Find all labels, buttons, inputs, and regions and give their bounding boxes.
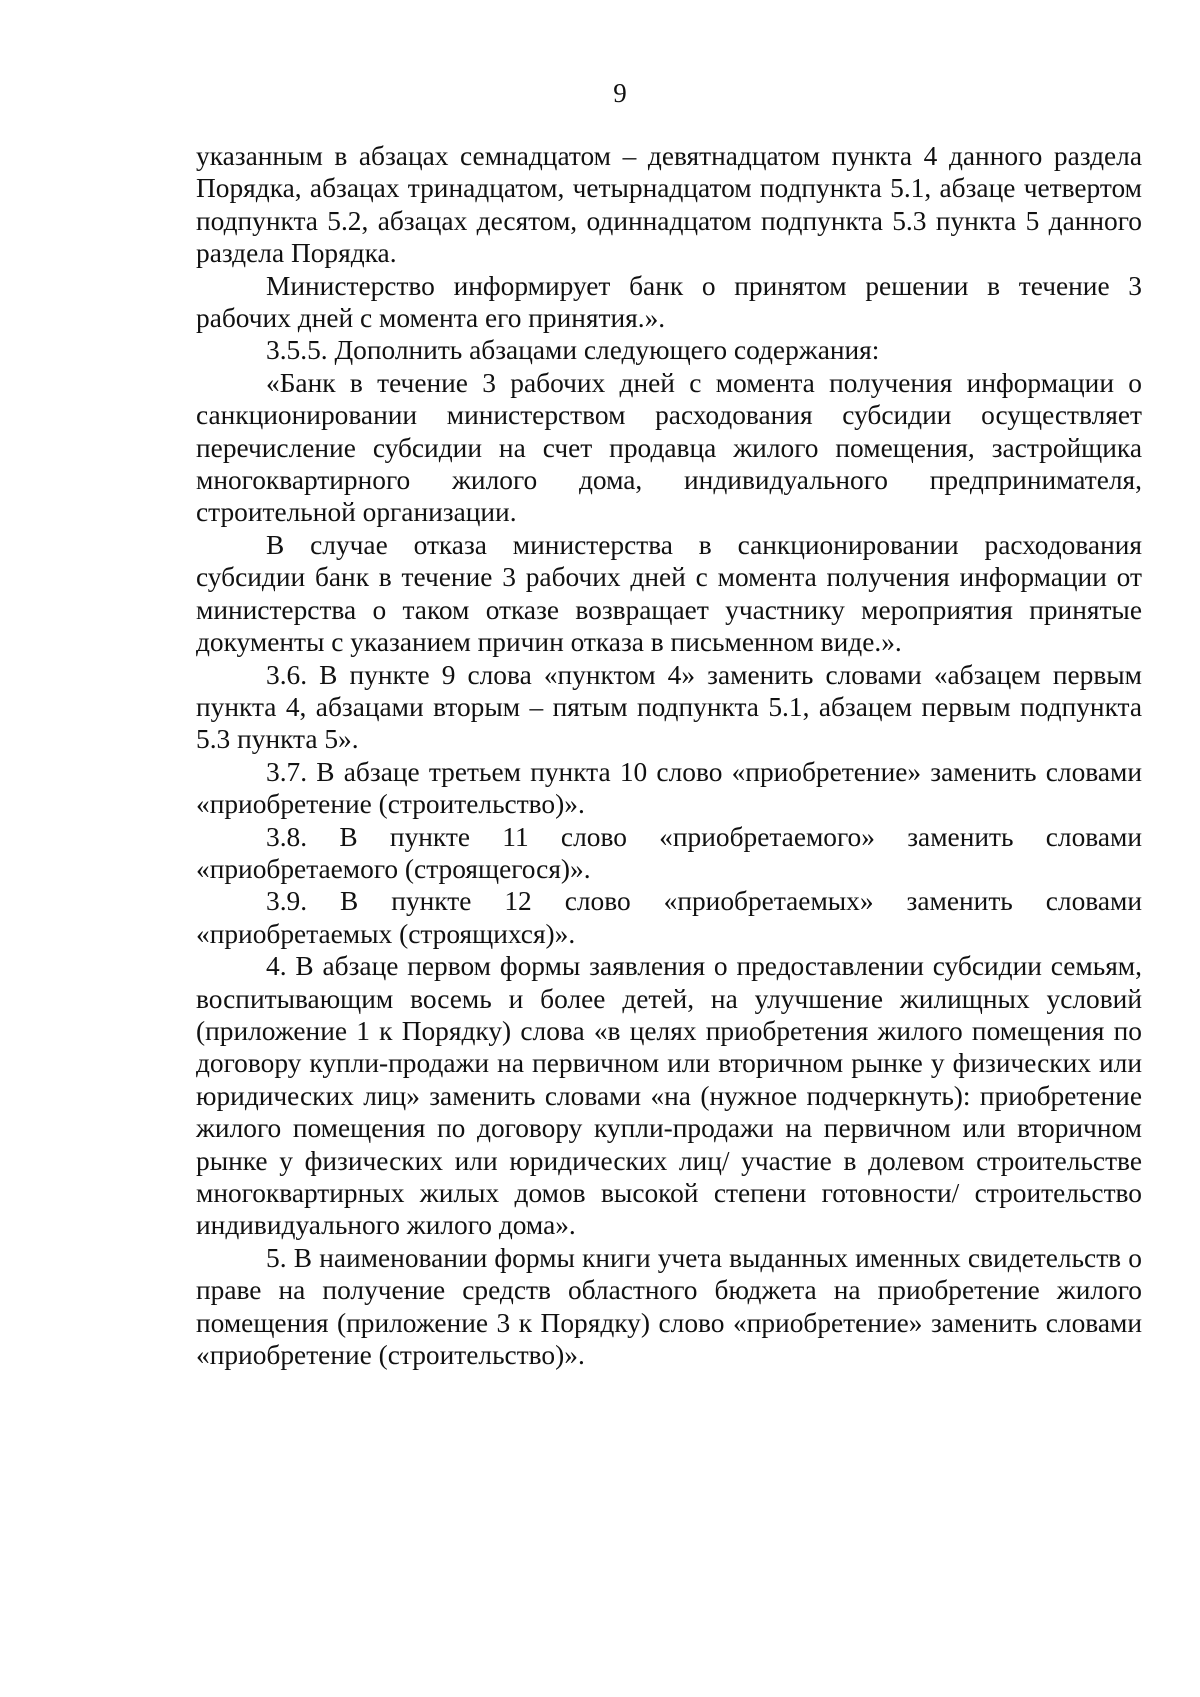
paragraph-refusal: В случае отказа министерства в санкционировании расходования субсидии банк в течение 3 рабочих дней с момента получения информации от министерства о таком отказе возвращает участнику мероприятия принятые документы с указанием причин отказа в письменном виде.». — [196, 529, 1142, 658]
paragraph-3-9: 3.9. В пункте 12 слово «приобретаемых» заменить словами «приобретаемых (строящихся)». — [196, 886, 1142, 949]
paragraph-3-6: 3.6. В пункте 9 слова «пунктом 4» заменить словами «абзацем первым пункта 4, абзацами вторым – пятым подпункта 5.1, абзацем первым подпункта 5.3 пункта 5». — [196, 659, 1142, 755]
paragraph-5: 5. В наименовании формы книги учета выданных именных свидетельств о праве на получение средств областного бюджета на приобретение жилого помещения (приложение 3 к Порядку) слово «приобретение» заменить словами «приобретение (строительство)». — [196, 1242, 1142, 1371]
paragraph-3-5-5: 3.5.5. Дополнить абзацами следующего содержания: — [266, 335, 880, 366]
paragraph-bank-transfer: «Банк в течение 3 рабочих дней с момента получения информации о санкционировании министерством расходования субсидии осуществляет перечисление субсидии на счет продавца жилого помещения, застройщика многоквартирного жилого дома, индивидуального предпринимателя, строительной организации. — [196, 367, 1142, 528]
paragraph-ministry-informs-bank: Министерство информирует банк о принятом решении в течение 3 рабочих дней с момента его принятия.». — [196, 270, 1142, 334]
paragraph-4: 4. В абзаце первом формы заявления о предоставлении субсидии семьям, воспитывающим восемь и более детей, на улучшение жилищных условий (приложение 1 к Порядку) слова «в целях приобретения жилого помещения по договору купли-продажи на первичном или вторичном рынке у физических или юридических лиц» заменить словами «на (нужное подчеркнуть): приобретение жилого помещения по договору купли-продажи на первичном или вторичном рынке у физических или юридических лиц/ участие в долевом строительстве многоквартирных жилых домов высокой степени готовности/ строительство индивидуального жилого дома». — [196, 951, 1142, 1241]
paragraph-3-7: 3.7. В абзаце третьем пункта 10 слово «приобретение» заменить словами «приобретение (строительство)». — [196, 756, 1142, 820]
page-number: 9 — [613, 78, 627, 108]
document-body — [196, 140, 1142, 1371]
paragraph-3-8: 3.8. В пункте 11 слово «приобретаемого» заменить словами «приобретаемого (строящегося)». — [196, 821, 1142, 884]
paragraph-continuation: указанным в абзацах семнадцатом – девятнадцатом пункта 4 данного раздела Порядка, абзацах тринадцатом, четырнадцатом подпункта 5.1, абзаце четвертом подпункта 5.2, абзацах десятом, одиннадцатом подпункта 5.3 пункта 5 данного раздела Порядка. — [196, 141, 1142, 269]
